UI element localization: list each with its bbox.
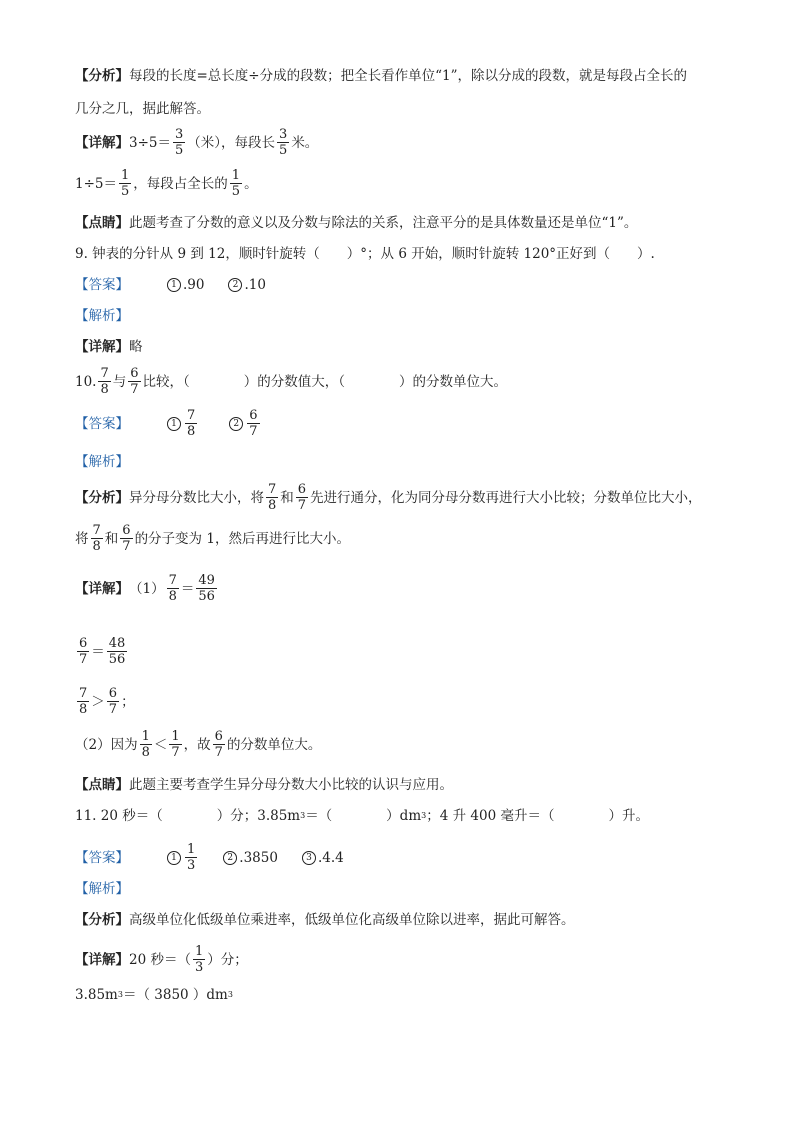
- detail-text: 3.85m: [75, 987, 118, 1003]
- tip-text: 此题主要考查学生异分母分数大小比较的认识与应用。: [129, 777, 453, 793]
- q11-detail-2: 3.85m 3 ＝（ 3850 ）dm 3: [75, 987, 233, 1003]
- step-text: ，故: [183, 736, 211, 753]
- tip-label: 【点睛】: [75, 215, 129, 231]
- q8-detail-line-1: [75, 127, 318, 158]
- analysis-text: 几分之几，据此解答。: [75, 101, 210, 117]
- fraction-49-56: $\frac{49}{56}$: [198, 573, 215, 604]
- analysis-text: 和: [104, 530, 119, 547]
- circled-number: 2: [229, 417, 243, 431]
- q10-analysis-line-1: [75, 482, 702, 513]
- q9-detail: [75, 338, 143, 356]
- equals-sign: ＝: [91, 643, 105, 660]
- question-text: ＝（ ）dm: [305, 808, 422, 824]
- answer-text: .90: [183, 277, 205, 293]
- fraction-7-8: $\frac{7}{8}$: [168, 573, 177, 604]
- analysis-text: 和: [280, 489, 294, 506]
- q8-detail-line-2: [75, 168, 258, 199]
- q10-analysis-line-2: [75, 523, 350, 554]
- jiexi-label: 【解析】: [75, 454, 129, 470]
- answer-text: .3850: [239, 849, 278, 866]
- fraction-6-7: $\frac{6}{7}$: [108, 686, 118, 717]
- q9-question: [75, 245, 655, 263]
- analysis-label: 【分析】: [75, 912, 129, 928]
- question-text: 与: [112, 373, 127, 390]
- answer-label: 【答案】: [75, 849, 129, 866]
- analysis-text: 异分母分数比大小，将: [129, 489, 264, 506]
- fraction-3-5: $\frac{3}{5}$: [279, 127, 288, 158]
- fraction-1-3: $\frac{1}{3}$: [194, 944, 204, 975]
- detail-text: 米。: [291, 134, 319, 151]
- fraction-6-7: $\frac{6}{7}$: [122, 523, 131, 554]
- fraction-7-8: $\frac{7}{8}$: [268, 482, 277, 513]
- analysis-text: 先进行通分，化为同分母分数再进行大小比较；分数单位比大小，: [310, 489, 702, 506]
- q8-analysis-line-2: [75, 100, 210, 118]
- fraction-7-8: $\frac{7}{8}$: [187, 408, 196, 439]
- q10-answer: [75, 408, 262, 439]
- circled-number: 1: [167, 278, 181, 292]
- q10-question: [75, 366, 507, 397]
- q10-detail-eq2: [75, 636, 129, 667]
- question-text: 比较，（ ）的分数值大，（ ）的分数单位大。: [142, 373, 508, 390]
- fraction-48-56: $\frac{48}{56}$: [108, 636, 126, 667]
- question-text: 11. 20 秒＝（ ）分；3.85m: [75, 808, 301, 824]
- fraction-1-5: $\frac{1}{5}$: [231, 168, 241, 199]
- detail-text: ＝（ 3850 ）dm: [122, 987, 228, 1003]
- greater-than-sign: ＞: [91, 693, 105, 710]
- analysis-text: 的分子变为 1，然后再进行比大小。: [134, 530, 350, 547]
- tip-label: 【点睛】: [75, 777, 129, 793]
- analysis-label: 【分析】: [75, 68, 129, 84]
- q10-detail-step2: [75, 729, 321, 760]
- fraction-6-7: $\frac{6}{7}$: [79, 636, 88, 667]
- q10-jiexi: [75, 453, 129, 471]
- fraction-1-7: $\frac{1}{7}$: [171, 729, 180, 760]
- step-text: （2）因为: [75, 736, 138, 753]
- answer-label: 【答案】: [75, 277, 129, 293]
- q11-answer: [75, 842, 344, 873]
- q9-answer: [75, 276, 266, 294]
- tip-text: 此题考查了分数的意义以及分数与除法的关系，注意平分的是具体数量还是单位“1”。: [129, 215, 638, 231]
- detail-text: 3÷5＝: [129, 134, 171, 151]
- circled-number: 1: [167, 851, 181, 865]
- step-text: 的分数单位大。: [226, 736, 322, 753]
- detail-label: 【详解】: [75, 339, 129, 355]
- fraction-1-3: $\frac{1}{3}$: [187, 842, 196, 873]
- circled-number: 2: [228, 278, 242, 292]
- q8-tip-line: [75, 214, 637, 232]
- fraction-6-7: $\frac{6}{7}$: [249, 408, 258, 439]
- answer-label: 【答案】: [75, 415, 129, 432]
- fraction-6-7: $\frac{6}{7}$: [297, 482, 307, 513]
- detail-text: 。: [244, 175, 258, 192]
- fraction-7-8: $\frac{7}{8}$: [92, 523, 101, 554]
- question-text: 9. 钟表的分针从 9 到 12，顺时针旋转（ ）°；从 6 开始，顺时针旋转 120°正好到（ ）.: [75, 246, 655, 262]
- circled-number: 2: [223, 851, 237, 865]
- circled-number: 3: [302, 851, 316, 865]
- circled-number: 1: [167, 417, 181, 431]
- detail-label: 【详解】: [75, 580, 129, 597]
- q10-detail-compare: [75, 686, 135, 717]
- analysis-text: 每段的长度=总长度÷分成的段数；把全长看作单位“1”，除以分成的段数，就是每段占全长的: [129, 68, 688, 84]
- detail-label: 【详解】: [75, 134, 129, 151]
- fraction-1-5: $\frac{1}{5}$: [121, 168, 130, 199]
- fraction-6-7: $\frac{6}{7}$: [130, 366, 139, 397]
- q9-jiexi: [75, 307, 129, 325]
- detail-label: 【详解】: [75, 951, 129, 968]
- analysis-text: 将: [75, 530, 89, 547]
- question-text: ；4 升 400 毫升＝（ ）升。: [426, 808, 649, 824]
- q10-tip-line: [75, 776, 453, 794]
- answer-text: .4.4: [317, 849, 344, 866]
- answer-text: .10: [244, 277, 266, 293]
- fraction-3-5: $\frac{3}{5}$: [175, 127, 184, 158]
- semicolon: ；: [121, 693, 135, 710]
- detail-text: 1÷5＝: [75, 175, 117, 192]
- detail-text: 20 秒＝（: [129, 951, 191, 968]
- analysis-text: 高级单位化低级单位乘进率，低级单位化高级单位除以进率，据此可解答。: [129, 912, 575, 928]
- question-number: 10.: [75, 373, 97, 390]
- q8-analysis-line-1: [75, 67, 687, 85]
- q11-jiexi: [75, 880, 129, 898]
- analysis-label: 【分析】: [75, 489, 129, 506]
- q11-question: 11. 20 秒＝（ ）分；3.85m 3 ＝（ ）dm 3 ；4 升 400 毫升＝（ ）升。: [75, 808, 649, 824]
- q11-detail: [75, 944, 248, 975]
- jiexi-label: 【解析】: [75, 308, 129, 324]
- detail-text: 略: [129, 339, 143, 355]
- detail-text: ）分；: [207, 951, 248, 968]
- q11-analysis: [75, 911, 575, 929]
- fraction-7-8: $\frac{7}{8}$: [79, 686, 88, 717]
- less-than-sign: ＜: [153, 736, 168, 753]
- step-label: （1）: [129, 580, 165, 597]
- equals-sign: ＝: [180, 580, 195, 597]
- fraction-7-8: $\frac{7}{8}$: [100, 366, 109, 397]
- fraction-1-8: $\frac{1}{8}$: [141, 729, 150, 760]
- detail-text: ，每段占全长的: [133, 175, 228, 192]
- q10-detail-step1: [75, 573, 219, 604]
- detail-text: （米），每段长: [187, 134, 276, 151]
- fraction-6-7: $\frac{6}{7}$: [214, 729, 223, 760]
- jiexi-label: 【解析】: [75, 881, 129, 897]
